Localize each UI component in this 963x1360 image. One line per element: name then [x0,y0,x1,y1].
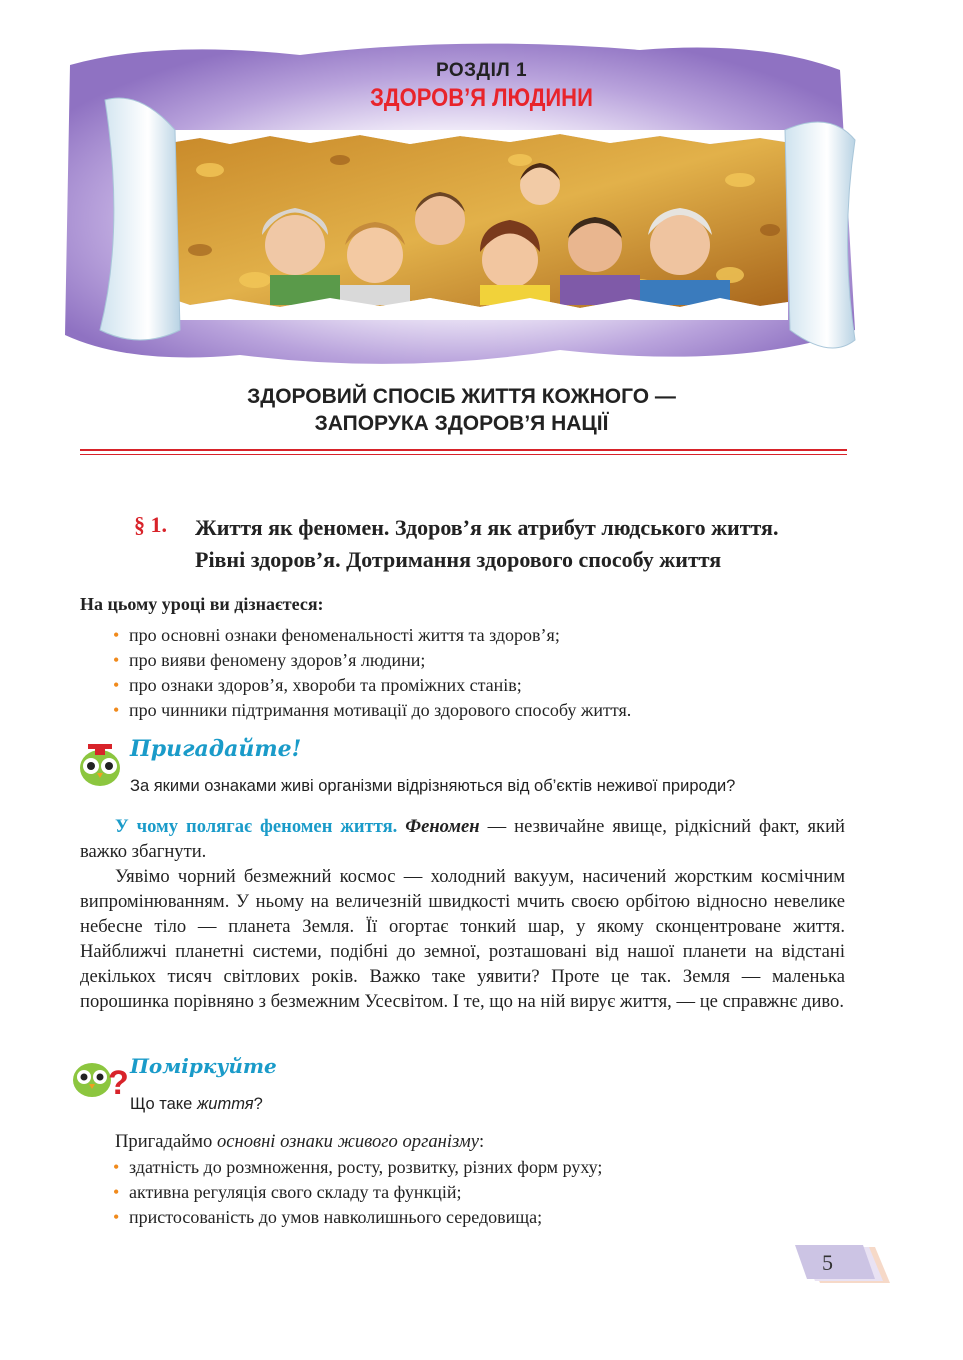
paragraph-title [195,512,855,576]
signs-intro-em: основні ознаки живого організму [216,1131,479,1152]
remember-title: Пригадайте! [130,736,302,762]
paragraph-number: § 1. [134,512,167,537]
page-number: 5 [822,1250,833,1275]
section-title: ЗДОРОВ’Я ЛЮДИНИ [370,84,593,112]
topic-divider-bottom [80,454,847,455]
topic-heading-line1: ЗДОРОВИЙ СПОСІБ ЖИТТЯ КОЖНОГО — [247,385,676,408]
list-item: • здатність до розмноження, росту, розвитку, різних форм руху; [113,1155,853,1180]
think-question [130,1095,263,1114]
page-number-tab [795,1245,895,1287]
section-label: РОЗДІЛ 1 [435,60,528,81]
topic-heading [0,383,923,437]
think-question-em: життя [196,1095,254,1113]
chapter-banner-image [40,30,870,380]
think-title: Поміркуйте [130,1054,277,1078]
paragraph-title-line1: Життя як феномен. Здоров’я як атрибут людського життя. [195,515,779,540]
think-question-post: ? [253,1095,263,1113]
body-p1-rest: — незвичайне явище, рідкісний факт, який важко збагнути. [80,816,845,862]
signs-intro-pre: Пригадаймо [115,1131,217,1152]
owl-question-icon [70,1054,129,1102]
list-item: • про ознаки здоров’я, хвороби та проміжних станів; [113,673,853,698]
list-item: • активна регуляція свого складу та функцій; [113,1180,853,1205]
svg-text:?: ? [108,1064,129,1102]
list-item: • пристосованість до умов навколишнього середовища; [113,1205,853,1230]
signs-intro [115,1131,484,1153]
signs-list [113,1155,853,1230]
list-item: • про чинники підтримання мотивації до здорового способу життя. [113,698,853,723]
paragraph-title-line2: Рівні здоров’я. Дотримання здорового способу життя [195,547,722,572]
owl-graduate-icon [76,740,124,788]
body-paragraph-1 [80,814,845,864]
think-question-pre: Що таке [130,1095,197,1113]
signs-intro-post: : [478,1131,485,1152]
list-item: • про основні ознаки феноменальності життя та здоров’я; [113,623,853,648]
body-lead: У чому полягає феномен життя. [115,816,398,837]
body-text [80,814,845,1014]
topic-heading-line2: ЗАПОРУКА ЗДОРОВ’Я НАЦІЇ [314,412,609,435]
body-paragraph-2: Уявімо чорний безмежний космос — холодний вакуум, насичений жорстким космічним випромінюванням. У ньому на величезній швидкості мчить своєю орбітою відносно невелике небесне тіло — планета Земля. Її огортає тонкий шар, у якому сконцентроване життя. Найближчі планетні системи, подібні до земної, розташовані від нашої планети на відстані декількох тисяч світлових років. Важко таке уявити? Проте це так. Земля — маленька порошинка порівняно з безмежним Усесвітом. І те, що на ній вирує життя, — це справжнє диво. [80,866,845,1012]
remember-question: За якими ознаками живі організми відрізняються від об’єктів неживої природи? [130,777,736,795]
lesson-intro: На цьому уроці ви дізнаєтеся: [80,594,324,614]
topic-divider-top [80,449,847,451]
list-item: • про вияви феномену здоров’я людини; [113,648,853,673]
body-term: Феномен [405,816,480,837]
lesson-goals-list [113,623,853,723]
